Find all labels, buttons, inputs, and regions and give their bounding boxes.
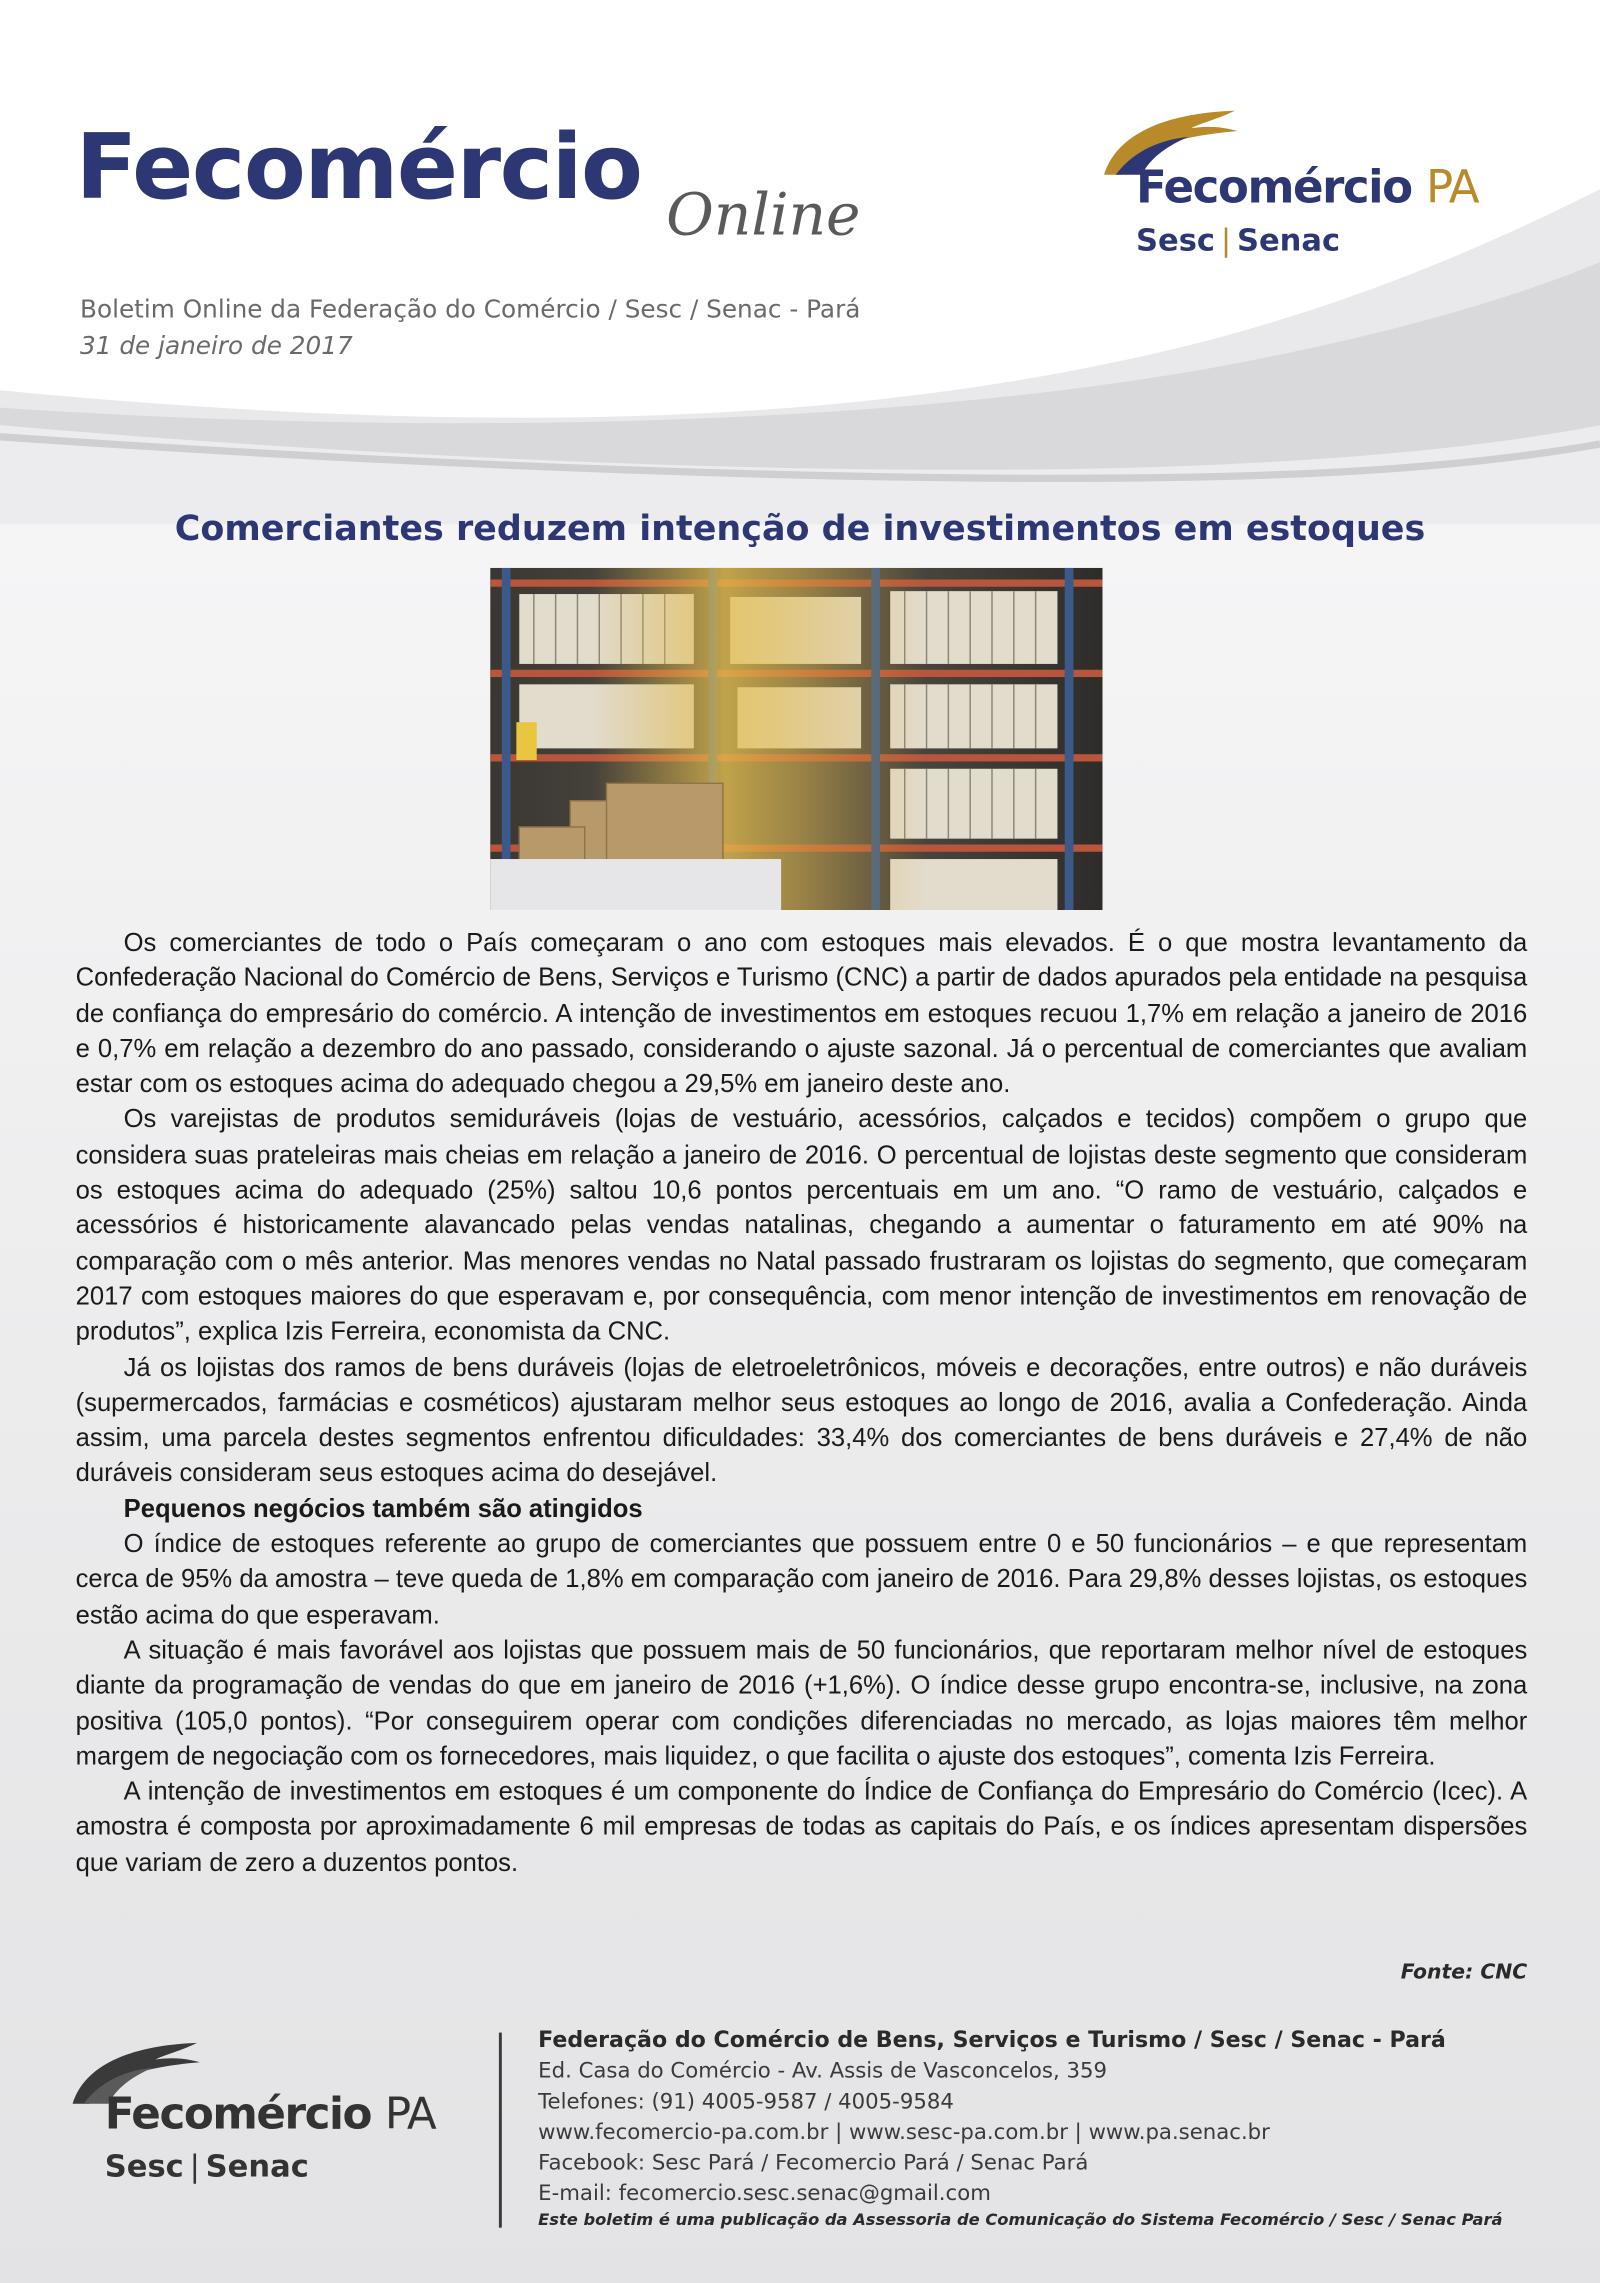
newsletter-title-suffix: Online — [666, 182, 861, 249]
newsletter-date: 31 de janeiro de 2017 — [79, 331, 353, 362]
fecomercio-logo — [1098, 102, 1534, 262]
article-paragraph: Os varejistas de produtos semiduráveis (lojas de vestuário, acessórios, calçados e tecidos) compõem o grupo que considera suas prateleiras mais cheias em relação a janeiro de 2016. O percentual de lojistas deste segmento que consideram os estoques acima do adequado (25%) saltou 10,6 pontos percentuais em um ano. “O ramo de vestuário, calçados e acessórios é historicamente alavancado pelas vendas natalinas, chegando a aumentar o faturamento em até 90% na comparação com o mês anterior. Mas menores vendas no Natal passado frustraram os lojistas do segmento, que começaram 2017 com estoques maiores do que esperavam e, por consequência, com menor intenção de investimentos em renovação de produtos”, explica Izis Ferreira, economista da CNC. — [75, 1104, 1528, 1346]
footer-websites[interactable]: www.fecomercio-pa.com.br | www.sesc-pa.com.br | www.pa.senac.br — [538, 2119, 1270, 2145]
footer-divider — [499, 2033, 502, 2228]
footer-title: Federação do Comércio de Bens, Serviços e Turismo / Sesc / Senac - Pará — [538, 2026, 1446, 2053]
article-source: Fonte: CNC — [1400, 1961, 1528, 1985]
article-subheading: Pequenos negócios também são atingidos — [123, 1493, 643, 1523]
article-paragraph: Os comerciantes de todo o País começaram o ano com estoques mais elevados. É o que mostra levantamento da Confederação Nacional do Comércio de Bens, Serviços e Turismo (CNC) a partir de dados apurados pela entidade na pesquisa de confiança do empresário do comércio. A intenção de investimentos em estoques recuou 1,7% em relação a janeiro de 2016 e 0,7% em relação a dezembro do ano passado, considerando o ajuste sazonal. Já o percentual de comerciantes que avaliam estar com os estoques acima do adequado chegou a 29,5% em janeiro deste ano. — [75, 927, 1528, 1099]
logo-name: Fecomércio — [1135, 161, 1412, 215]
footer-note: Este boletim é uma publicação da Assessoria de Comunicação do Sistema Fecomércio / Sesc / Senac Pará — [538, 2210, 1503, 2230]
footer-logo-name-suffix: PA — [384, 2089, 436, 2141]
article-paragraph: Já os lojistas dos ramos de bens duráveis (lojas de eletroeletrônicos, móveis e decorações, entre outros) e não duráveis (supermercados, farmácias e cosméticos) ajustaram melhor seus estoques ao longo de 2016, avalia a Confederação. Ainda assim, uma parcela destes segmentos enfrentou dificuldades: 33,4% dos comerciantes de bens duráveis e 27,4% de não duráveis consideram seus estoques acima do desejável. — [75, 1351, 1528, 1488]
footer-logo-sub-sesc: Sesc — [104, 2149, 184, 2184]
footer-email[interactable]: E-mail: fecomercio.sesc.senac@gmail.com — [538, 2181, 991, 2206]
footer-logo-sub-separator: | — [189, 2149, 200, 2184]
footer-contact — [538, 2025, 1556, 2232]
newsletter-subtitle: Boletim Online da Federação do Comércio / Sesc / Senac - Pará — [79, 295, 861, 325]
footer-logo-sub-senac: Senac — [205, 2149, 309, 2184]
newsletter-title: Fecomércio — [75, 113, 642, 220]
footer-logo-name: Fecomércio — [104, 2089, 372, 2141]
logo-sub-separator: | — [1220, 222, 1232, 258]
footer-phones: Telefones: (91) 4005-9587 / 4005-9584 — [538, 2089, 954, 2115]
logo-sub-senac: Senac — [1236, 222, 1341, 258]
article-headline: Comerciantes reduzem intenção de investimentos em estoques — [174, 508, 1426, 549]
footer-logo — [70, 2035, 492, 2195]
logo-name-suffix: PA — [1425, 161, 1479, 215]
logo-sub-sesc: Sesc — [1135, 222, 1216, 258]
article-body — [76, 925, 1528, 1880]
footer-address: Ed. Casa do Comércio - Av. Assis de Vasconcelos, 359 — [538, 2058, 1107, 2084]
article-paragraph: O índice de estoques referente ao grupo de comerciantes que possuem entre 0 e 50 funcionários – e que representam cerca de 95% da amostra – teve queda de 1,8% em comparação com janeiro de 2016. Para 29,8% desses lojistas, os estoques estão acima do que esperavam. — [75, 1528, 1528, 1629]
warehouse-photo — [490, 568, 1102, 910]
article-paragraph: A situação é mais favorável aos lojistas que possuem mais de 50 funcionários, que reportaram melhor nível de estoques diante da programação de vendas do que em janeiro de 2016 (+1,6%). O índice desse grupo encontra-se, inclusive, na zona positiva (105,0 pontos). “Por conseguirem operar com condições diferenciadas no mercado, as lojas maiores têm melhor margem de negociação com os fornecedores, mais liquidez, o que facilita o ajuste dos estoques”, comenta Izis Ferreira. — [75, 1634, 1528, 1771]
article-paragraph: A intenção de investimentos em estoques é um componente do Índice de Confiança do Empresário do Comércio (Icec). A amostra é composta por aproximadamente 6 mil empresas de todas as capitais do País, e os índices apresentam dispersões que variam de zero a duzentos pontos. — [75, 1776, 1528, 1877]
footer-facebook: Facebook: Sesc Pará / Fecomercio Pará / Senac Pará — [538, 2150, 1089, 2176]
